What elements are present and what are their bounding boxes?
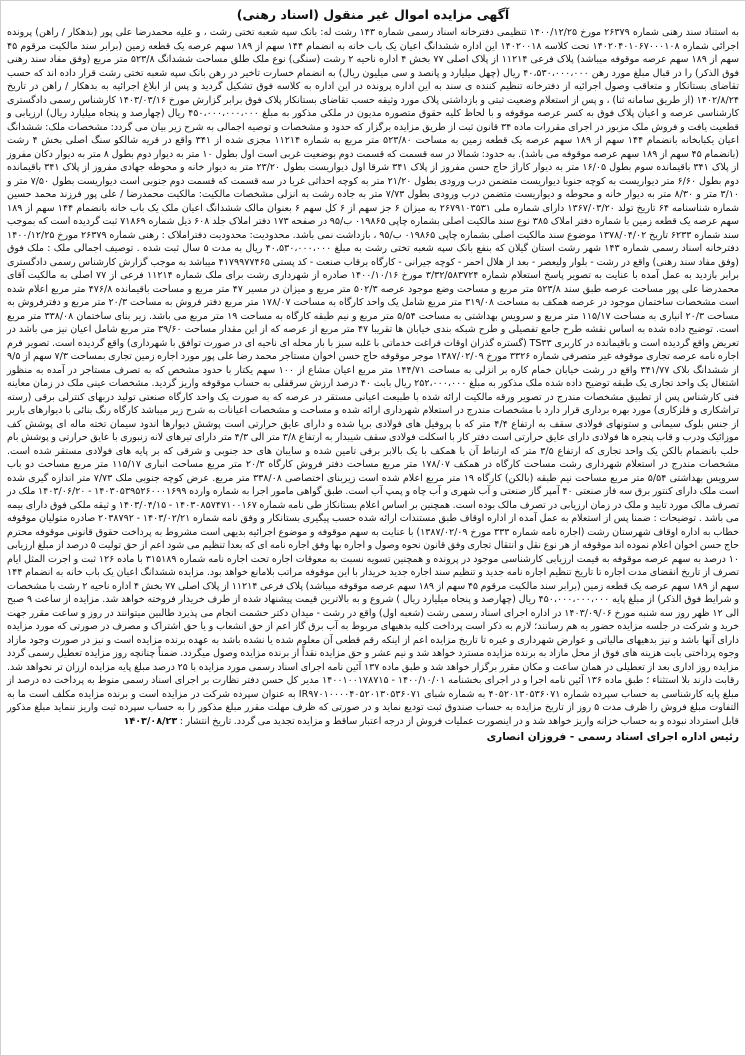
notice-body-text: به استناد سند رهنی شماره ۲۶۳۷۹ مورخ ۱۴۰۰/۱۲/۲۵ تنظیمی دفترخانه اسناد رسمی شماره ۱۴۳ رشت له: بانک سپه شعبه تختی رشت ، و علیه محمدرضا علی پور (بدهکار / راهن) پرونده اجرائی شماره ۱۴۰۲۰۴۰۱۰۶۷۰۰۰۱۰۸ تحت کلاسه ۱۴۰۲۰۰۱۸ این اداره ششدانگ اعیان یک باب خانه به انضمام ۱۴۴ سهم از ۱۸۹ سهم عرصه یک قطعه زمین (برابر سند مالکیت مرقوم ۴۵ سهم از ۱۸۹ سهم عرصه موقوفه میباشد) پلاک فرعی ۱۱۲۱۴ از پلاک اصلی ۷۷ بخش ۴ اداره ناحیه ۲ رشت (سنگی) نوع ملک طلق مساحت ششدانگ ۵۲۳/۸ متر مربع (وفق مفاد سند رهنی فوق الذکر) را در قبال مبلغ مورد رهن ۴۰،۵۳۰،۰۰۰،۰۰۰ ریال (چهل میلیارد و پانصد و سی میلیون ریال) به انضمام خسارت تاخیر در رهن بانک سپه شعبه تختی رشت قرار داده اند که حسب تقاضای بستانکار و متعاقب وصول اجرائیه از دفترخانه تنظیم کننده ی سند به این اداره پرونده در این اداره به کلاسه فوق تشکیل گردید و پس از ابلاغ اجرائیه به بدهکار / راهن در تاریخ ۱۴۰۲/۸/۲۴ (از طریق سامانه ثنا) ، و پس از استعلام وضعیت ثبتی و بازداشتی پلاک مورد وثیقه حسب تقاضای بستانکار پلاک فوق برابر گزارش مورخ ۱۴۰۳/۰۳/۱۶ کارشناس رسمی دادگستری کارشناسی عرصه و اعیان پلاک فوق به کسر عرصه موقوفه و با لحاظ کلیه حقوق متصوره مدیون در ملکی مذکور به مبلغ ۴۵۰،۰۰۰،۰۰۰،۰۰۰ ریال (چهارصد و پنجاه میلیارد ریال) ارزیابی و قطعیت یافت و فروش ملک مزبور در اجرای مقررات ماده ۳۴ قانون ثبت از طریق مزایده برگزار که حدود و مشخصات و توصیه اجمالی به شرح زیر بیان می گردد: مشخصات ملک: ششدانگ اعیان یکبابخانه بانضمام ۱۴۴ سهم از ۱۸۹ سهم عرصه یک قطعه زمین به مساحت ۵۲۳/۸۰ متر مربع به شماره ۱۱۲۱۴ مجزی شده از ۳۴۱ واقع در قریه شالکو سنگ اصلی بخش ۴ رشت (بانضمام ۴۵ سهم از ۱۸۹ سهم عرصه موقوفه می باشد). به حدود: شمالا در سه قسمت که قسمت دوم بوضعیت غربی است اول بطول ۱۰ متر به دیوار دوم بطول ۸ متر به دیوار دکان مفروز از پلاک ۳۴۱ باقیمانده سوم بطول ۱۶/۰۵ متر به دیوار کاراژ حاج حسن مفروز از پلاک ۳۴۱ شرقا اول دیواریست بطول ۲۳/۲۰ متر به دیوار خانه و محوطه جهادی مفروز از پلاک ۳۴۱ باقیمانده دوم بطول ۶/۶۰ متر دیواریست به کوچه جنوبا دیواریست متضمن درب ورودی بطول ۲۱/۲۰ متر به کوچه احداثی غربا در سه قسمت که قسمت دوم جنوبی است دیواریست بطول ۷/۵۰ متر و ۳/۱۰ متر و ۸/۳۰ متر به دیوار خانه و محوطه و دیواریست متضمن درب ورودی بطول ۷/۷۳ متر به جاده رشت به انزلی مشخصات مالکیت: مالکیت محمدرضا / علی پور فرزند محمد حسین شماره شناسنامه ۶۴ تاریخ تولد ۱۳۶۷/۰۳/۲۰ دارای شماره ملی ۲۶۷۹۱۰۳۵۳۱ به میزان ۶ جز سهم از ۶ کل سهم ۶ بعنوان مالک ششدانگ اعیان ملک یک باب خانه بانضمام ۱۴۴ سهم از ۱۸۹ سهم عرصه یک قطعه زمین با شماره دفتر املاک ۳۸۵ نوع سند مالکیت اصلی بشماره چاپی ۰۱۹۸۶۵ ب/۹۵ در صفحه ۱۷۳ دفتر املاک جلد ۶۰۸ ذیل شماره ۷۱۸۶۹ ثبت گردیده است که بموجب سند شماره ۶۲۳۳ تاریخ ۱۳۷۸/۰۴/۰۲ موضوع سند مالکیت اصلی بشماره چاپی ۰۱۹۸۶۵ ب/۹۵ ، بازداشت نمی باشد. محدودیت: محدودیت دفتراملاک : رهنی شماره ۲۶۳۷۹ مورخ ۱۴۰۰/۱۲/۲۵ دفترخانه اسناد رسمی شماره ۱۴۳ شهر رشت استان گیلان که بنفع بانک سپه شعبه تختی رشت به مبلغ ۴۰،۵۳۰،۰۰۰،۰۰۰ ریال به مدت ۵ سال ثبت شده . توصیف اجمالی ملک : ملک فوق (وفق مفاد سند رهنی) واقع در رشت - بلوار ولیعصر - بعد از هلال احمر - کوچه جیرانی - کارگاه برقاب صنعت - کد پستی ۴۱۷۹۹۷۷۴۶۵ میباشد به موجب گزارش کارشناس رسمی دادگستری برابر بازدید به عمل آمده با عنایت به تصویر پاسخ استعلام شماره ۳/۳۲/۵۸۳۷۲۴ مورخ ۱۴۰۰/۱۰/۱۶ صادره از شهرداری رشت برای ملک شماره ۱۱۲۱۴ فرعی از ۷۷ اصلی به مالکیت آقای محمدرضا علی پور مساحت عرصه طبق سند ۵۲۳/۸ متر مربع و مساحت وضع موجود عرصه ۵۰۲/۳ متر مربع و میزان در مسیر ۴۷ متر مربع و مساحت باقیمانده ۴۷۶/۸ متر مربع اعلام شده است مشخصات ساختمان موجود در عرصه همکف به مساحت ۳۱۹/۰۸ متر مربع شامل یک واحد کارگاه به مساحت ۱۷۸/۰۷ متر مربع دفتر فروش به مساحت ۲۰/۳ متر مربع و دفترفروش به مساحت ۲۰/۳ انباری به مساحت ۱۱۵/۱۷ متر مربع و سرویس بهداشتی به مساحت ۵/۵۴ متر مربع و نیم طبقه کارگاه به مساحت ۱۹ متر مربع می باشد. زیر بنای ساختمان ۳۳۸/۰۸ متر مربع است. توضیح داده شده به اساس نقشه طرح جامع تفصیلی و طرح شبکه بندی خیابان ها تقریبا ۴۷ متر مربع از عرصه که از این مقدار مساحت ۳۹/۶۰ متر مربع شامل اعیان نیز می باشد در تعریض واقع گردیده است و باقیمانده در کاربری TS۳۳ (گستره گذران اوقات فراغت خدماتی با غلبه سبز با بار محله ای ناحیه ای در صورت توافق با شهرداری) واقع گردیده است. تصویر فرم اجاره نامه عرصه تجاری موقوفه غیر متصرفی شماره ۳۳۲۶ مورخ ۱۳۸۷/۰۲/۰۹ موجر موقوفه حاج حسن اخوان مستاجر محمد رضا علی پور مورد اجاره زمین تجاری بمساحت ۷/۳ سهم از ۹/۵ از ششدانگ بلاک ۳۴۱/۷۷ واقع در رشت خیابان خمام کاره بر انزلی به مساحت ۱۴۴/۷۱ متر مربع اعیان مشاع از ۱۰۰ سهم یکتار با حدود مشخص که به تصرف مستاجر در آمده به منظور اشتغال یک واحد تجاری یک طبقه توضیح داده شده ملک مذکور به مبلغ ۲۵۲،۰۰۰،۰۰۰ ریال بابت ۴۰ درصد ارزش سرقفلی به حساب موقوفه واریز گردید. مشخصات عینی ملک در زمان معاینه فنی کارشناس پس از تطبیق مشخصات مندرج در تصویر ورقه مالکیت ارائه شده با طبیعت اعیانی مستقر در عرصه که به صورت یک واحد کارگاه صنعتی تولید دربهای کنترلی برقی (رسته تراشکاری و فلزکاری) مورد بهره برداری قرار دارد با مشخصات مندرج در استعلام شهرداری ارائه شده و مساحت و مشخصات اعیانات به شرح زیر میباشد کارگاه رنگ بنائی با دیوارهای باربر از جنس بلوک سیمانی و ستونهای فولادی سقف به ارتفاع ۴/۴ متر که با پروفیل های فولادی برپا شده و دارای عایق حرارتی است پوشش دیوارها اندود سیمان تخته ماله ای پوشش کف موزائیک ودرب و قاب پنجره ها فولادی دارای عایق حرارتی است دفتر کار با اسکلت فولادی سقف شیبدار به ارتفاع ۳/۸ متر الی ۴/۳ متر دارای تیرهای لانه زنبوری با عایق حرارتی و پوشش بام حلب بانضمام بالکن یک واحد تجاری که ارتفاع ۳/۵ متر که ارتباط آن با همکف با یک بالابر برقی تامین شده و سایبان های حد جنوبی و شرقی که بر پایه های فولادی مستقر شده است. مشخصات مندرج در استعلام شهرداری رشت مساحت کارگاه در همکف ۱۷۸/۰۷ متر مربع مساحت دفتر فروش کارگاه ۲۰/۳ متر مربع مساحت انباری ۱۱۵/۱۷ متر مربع مساحت دو باب سرویس بهداشتی ۵/۵۴ متر مربع مساحت نیم طبقه (بالکن) کارگاه ۱۹ متر مربع اعلام شده است زیربنای اختصاصی ۳۳۸/۰۸ متر مربع. عرض کوچه جنوبی ملک ۷/۷۳ متر اندازه گیری شده است ملک دارای کنتور برق سه فاز صنعتی ۴۰ آمپر گاز صنعتی و آب شهری و آب چاه و پمپ آب است. طبق گواهی مامور اجرا به شماره وارده ۱۴۰۳۰۵۳۹۵۲۶۰۰۰۱۶۹۹ - ۱۴۰۳/۰۶/۲۰ ملک در تصرف مالک مورد تایید و ملک در زمان ارزیابی در تصرف مالک بوده است. همچنین بر اساس اعلام بستانکاز طی نامه شماره ۱۴۰۳۰۸۵۷۴۷۱۰۰۱۶۷ - ۱۴۰۳/۰۴/۱۵ و ثیقه ملکی فوق دارای بیمه می باشد . توضیحات : ضمنا پس از استعلام به عمل آمده از اداره اوقاف طبق مستندات ارائه شده حسب پیگیری بستانکار و وفق نامه شماره ۱۴۰۳/۰۲/۲۱ - ۲۰۳۸۷۹۲ صادره متولیان موقوفه خطاب به اداره اوقاف شهرستان رشت (اجاره نامه شماره ۳۳۳ مورخ ۱۳۸۷/۰۲/۰۹) با عنایت به سهم موقوفه و موضوع اجرائیه بدیهی است مشروط به پرداخت حقوق قانونی موقوفه محترم حاج حسن اخوان اعلام نموده اند موقوفه از هر نوع نقل و انتقال تجاری وفق قانون نحوه وصول و اجاره بها وفق اجاره نامه ای که بعدا تنظیم می شود اعم از حق تولیت ۵ درصد از مبلغ ارزیابی ۱۰ درصد به سهم عرصه موقوفه به قیمت ارزیابی کارشناسی موجود در پرونده و همچنین تسویه نسبت به معوقات اجاره تحت اجاره نامه شماره ۳۱۵۱۸۹ با ماده ۱۲۶ ثبت و اجرت المثل ایام تصرف از تاریخ انقضای مدت اجاره تا تاریخ تنظیم اجاره نامه جدید و تنظیم سند اجاره جدید خریدار با این موقوفه مراتب بلامانع خواهد بود. مزایده ششدانگ اعیان یک باب خانه به انضمام ۱۴۴ سهم از ۱۸۹ سهم عرصه یک قطعه زمین (برابر سند مالکیت مرقوم ۴۵ سهم از ۱۸۹ سهم عرصه موقوفه میباشد) پلاک فرعی ۱۱۲۱۴ از پلاک اصلی ۷۷ بخش ۴ اداره ناحیه ۲ رشت با مشخصات و شرایط فوق الذکر) از مبلغ پایه ۴۵۰،۰۰۰،۰۰۰،۰۰۰ ریال (چهارصد و پنجاه میلیارد ریال ) شروع و به بالاترین قیمت پیشنهاد شده از طرف خریدار فروخته خواهد شد. مزایده از ساعت ۹ صبح الی ۱۲ ظهر روز سه شنبه مورخ ۱۴۰۳/۰۹/۰۶ در اداره اجرای اسناد رسمی رشت (شعبه اول) واقع در رشت - میدان دکتر حشمت انجام می پذیرد طالبین میتوانند در روز و ساعت مقرر جهت خرید و شرکت در جلسه مزایده حضور به هم رسانند؛ لازم به ذکر است پرداخت کلیه بدهیهای مربوط به آب برق گاز اعم از حق انشعاب و یا حق اشتراک و مصرف در صورتی که مورد مزایده دارای آنها باشد و نیز بدهیهای مالیاتی و عوارض شهرداری و غیره تا تاریخ مزایده اعم از اینکه رقم قطعی آن معلوم شده یا نشده باشد به عهده برنده مزایده است و نیز در صورت وجود مازاد وجوه پرداختی بابت هزینه های فوق از محل مازاد به برنده مزایده مسترد خواهد شد و نیم عشر و حق مزایده نقداً از برنده مزایده وصول میگردد. ضمناً چنانچه روز مزایده تعطیل رسمی گردد مزایده روز اداری بعد از تعطیلی در همان ساعت و مکان مقرر برگزار خواهد شد و طبق ماده ۱۳۷ آئین نامه اجرای اسناد رسمی مورد مزایده با ۲۵ درصد مبلغ پایه مزایده ارزان تر نخواهد شد. رقابت دارند بلا استثناء ؛ طبق ماده ۱۳۶ آئین نامه اجرا و در اجرای بخشنامه ۱۴۰۰/۱۰/۰۱ - ۱۴۰۰۱۰۰۱۷۸۷۱۵ مدیر کل حسن دفتر نظارت بر اجرای اسناد رسمی منوط به پرداخت ده درصد از مبلغ پایه کارشناسی به حساب سپرده شماره ۴۰۵۲۰۱۳۰۵۳۶۰۷۱ به شماره شبای IR۹۷۰۱۰۰۰۰۴۰۵۲۰۱۳۰۵۳۶۰۷۱ به عنوان سپرده شرکت در مزایده است و برنده مزایده مکلف است ما به التفاوت مبلغ فروش را ظرف مدت ۵ روز از تاریخ مزایده به حساب صندوق ثبت تودیع نماید و در صورتی که ظرف مهلت مقرر مبلغ مذکور را به حساب سپرده ثبت واریز ننماید مبلغ مذکور قابل استرداد نبوده و به حساب خزانه واریز خواهد شد و در اینصورت عملیات فروش از درجه اعتبار ساقط و مزایده تجدید می گردد. تاریخ انتشار : — [7, 27, 740, 727]
notice-title: آگهی مزایده اموال غیر منقول (اسناد رهنی) — [236, 7, 510, 22]
notice-body — [7, 26, 739, 728]
publish-date: ۱۴۰۳/۰۸/۲۳ — [123, 715, 178, 727]
notice-signature: رئیس اداره اجرای اسناد رسمی - فروزان انصاری — [486, 731, 739, 743]
